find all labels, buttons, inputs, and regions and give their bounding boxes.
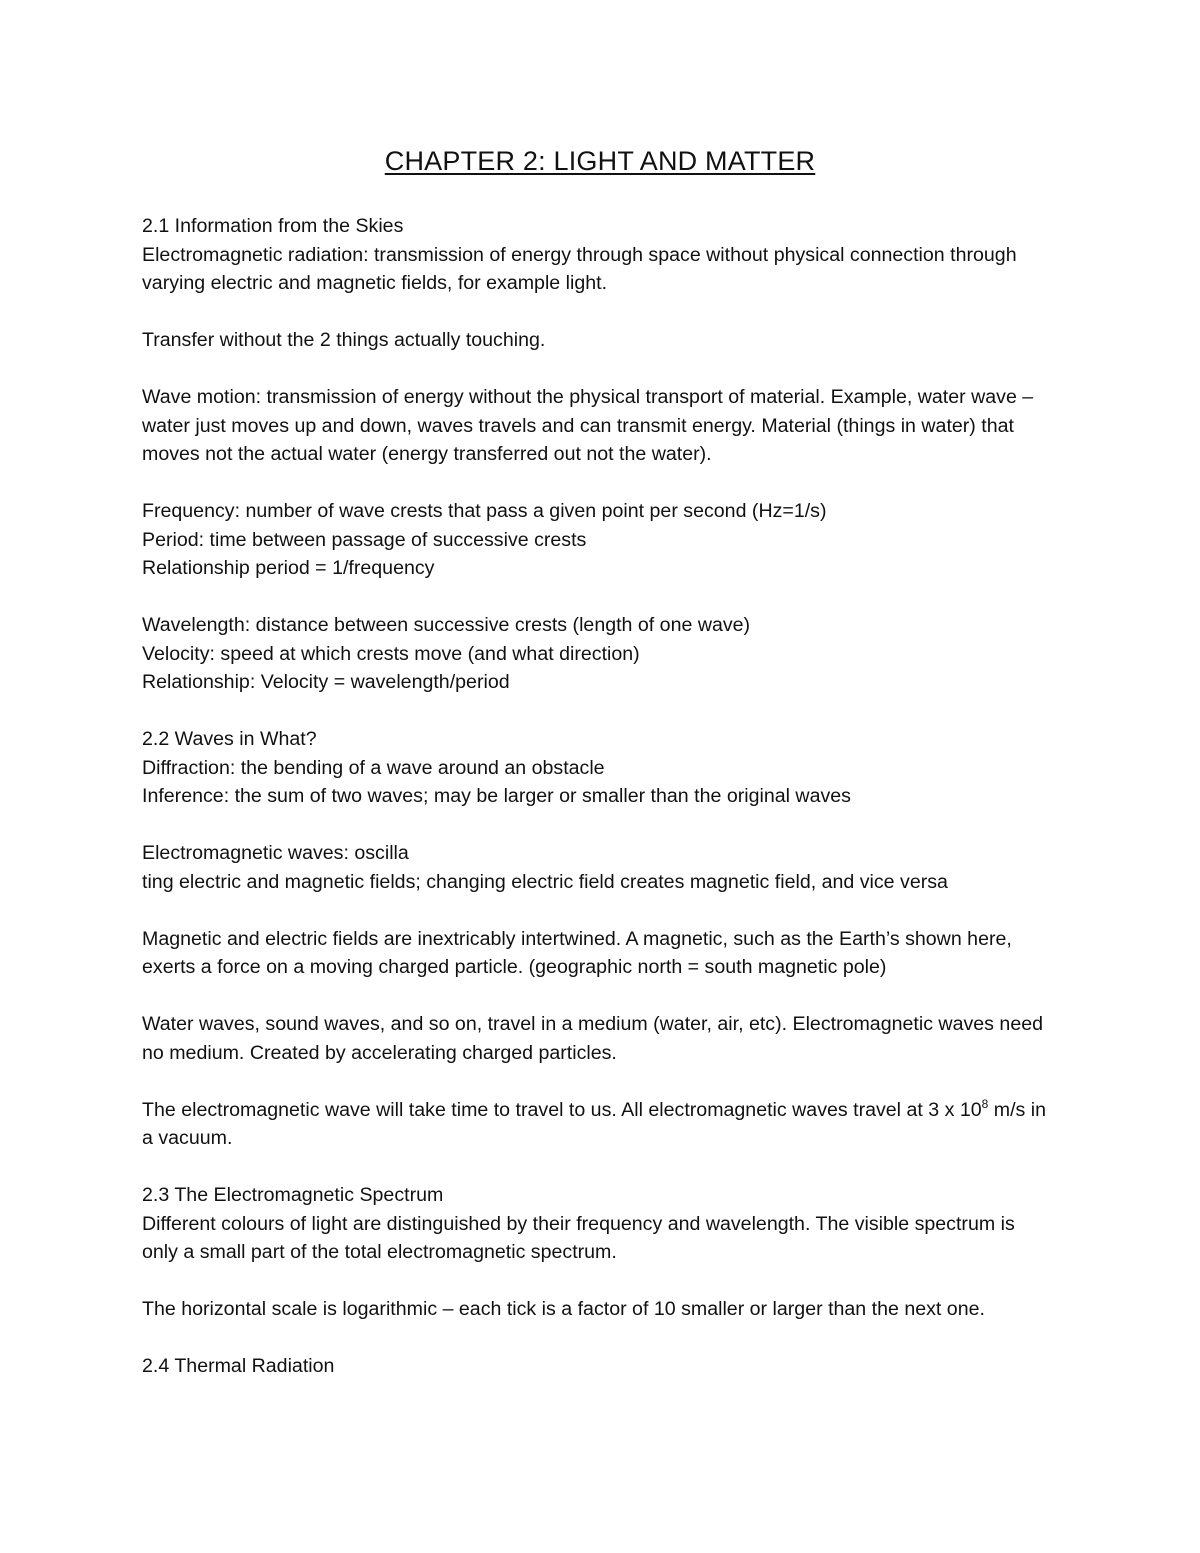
paragraph — [142, 611, 1062, 697]
paragraph — [142, 1096, 1062, 1153]
text-line: Water waves, sound waves, and so on, travel in a medium (water, air, etc). Electromagnetic waves need — [142, 1013, 1044, 1035]
text-line: Magnetic and electric fields are inextricably intertwined. A magnetic, such as the Earth’s shown here, — [142, 927, 1012, 950]
section-heading: 2.1 Information from the Skies — [142, 215, 404, 237]
text-line: only a small part of the total electromagnetic spectrum. — [142, 1241, 617, 1263]
text-line: Frequency: number of wave crests that pass a given point per second (Hz=1/s) — [142, 500, 827, 522]
text-line: ting electric and magnetic fields; changing electric field creates magnetic field, and vice versa — [142, 870, 948, 893]
section-heading: 2.3 The Electromagnetic Spectrum — [142, 1184, 444, 1206]
text-line: Inference: the sum of two waves; may be larger or smaller than the original waves — [142, 785, 851, 807]
section-heading: 2.4 Thermal Radiation — [142, 1355, 335, 1377]
text-line: The horizontal scale is logarithmic – each tick is a factor of 10 smaller or larger than the next one. — [142, 1298, 985, 1320]
paragraph — [142, 1295, 1062, 1324]
paragraph — [142, 725, 1062, 811]
paragraph — [142, 839, 1062, 896]
text-line: Relationship: Velocity = wavelength/period — [142, 671, 510, 693]
paragraph — [142, 212, 1062, 298]
speed-of-light-line — [142, 1096, 1062, 1125]
paragraph — [142, 497, 1062, 583]
text-line: varying electric and magnetic fields, for example light. — [142, 272, 608, 294]
paragraph — [142, 1010, 1062, 1067]
text-line: Period: time between passage of successive crests — [142, 528, 587, 551]
section-heading: 2.2 Waves in What? — [142, 728, 317, 750]
text-line: water just moves up and down, waves travels and can transmit energy. Material (things in water) that — [142, 414, 1014, 437]
chapter-title: CHAPTER 2: LIGHT AND MATTER — [384, 146, 816, 176]
text-line: Electromagnetic waves: oscilla — [142, 842, 409, 864]
paragraph — [142, 1352, 1062, 1381]
text-line: Electromagnetic radiation: transmission of energy through space without physical connection through — [142, 243, 1017, 266]
paragraph — [142, 1181, 1062, 1267]
text-line: Relationship period = 1/frequency — [142, 557, 435, 579]
paragraph — [142, 326, 1062, 355]
paragraph — [142, 383, 1062, 469]
text-line: Wavelength: distance between successive crests (length of one wave) — [142, 614, 751, 636]
text-line: Transfer without the 2 things actually touching. — [142, 329, 546, 351]
text-line: Different colours of light are distinguished by their frequency and wavelength. The visible spectrum is — [142, 1212, 1015, 1235]
text-line: no medium. Created by accelerating charged particles. — [142, 1041, 617, 1064]
text-line: Diffraction: the bending of a wave around an obstacle — [142, 756, 605, 779]
text-line: a vacuum. — [142, 1127, 233, 1149]
text-segment: m/s in — [988, 1098, 1047, 1121]
text-segment: The electromagnetic wave will take time to travel to us. All electromagnetic waves travel at 3 x 10 — [142, 1098, 982, 1121]
text-line: moves not the actual water (energy transferred out not the water). — [142, 443, 712, 465]
exponent: 8 — [981, 1096, 989, 1111]
document-body — [142, 212, 1062, 1381]
text-line: exerts a force on a moving charged particle. (geographic north = south magnetic pole) — [142, 956, 887, 978]
text-line: Wave motion: transmission of energy without the physical transport of material. Example, water wave – — [142, 386, 1034, 408]
paragraph — [142, 925, 1062, 982]
text-line: Velocity: speed at which crests move (and what direction) — [142, 642, 640, 665]
